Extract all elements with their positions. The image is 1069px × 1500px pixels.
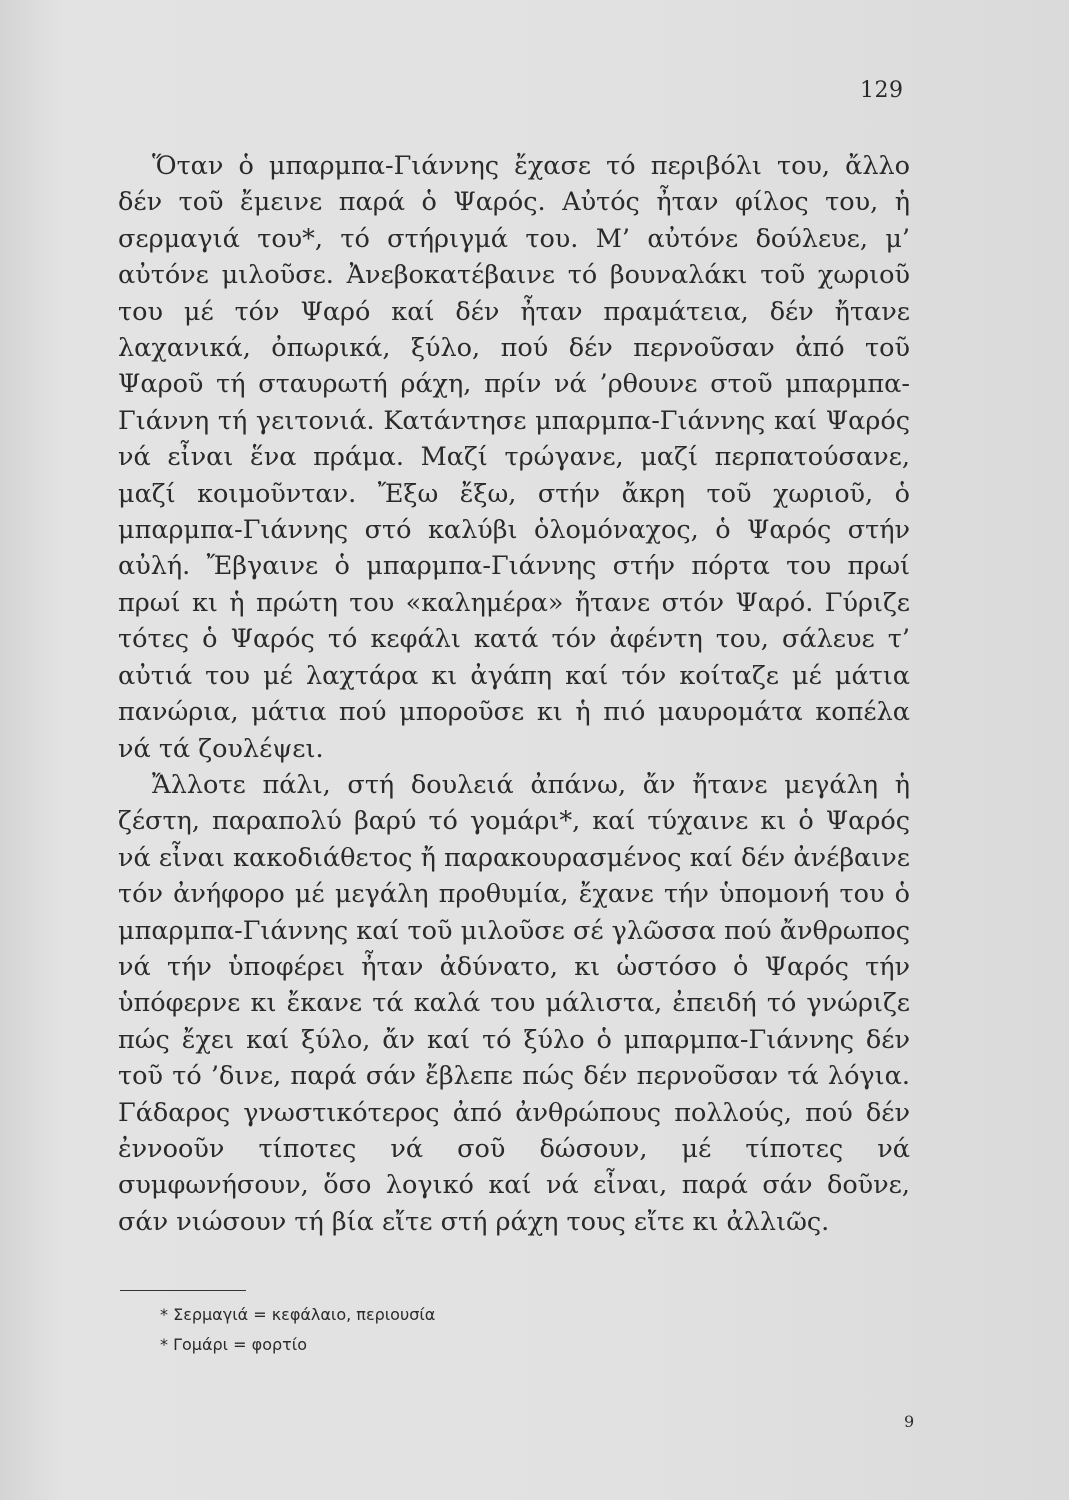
paragraph-2: Ἄλλοτε πάλι, στή δουλειά ἀπάνω, ἄν ἤτανε μεγάλη ἡ ζέστη, παραπολύ βαρύ τό γομάρι*, καί τύχαινε κι ὁ Ψαρός νά εἶναι κακοδιάθετος ἤ παρακουρασμένος καί δέν ἀνέβαινε τόν ἀνήφορο μέ μεγάλη προθυμία, ἔχανε τήν ὑπομονή του ὁ μπαρμπα-Γιάννης καί τοῦ μιλοῦσε σέ γλῶσσα πού ἄνθρωπος νά τήν ὑποφέρει ἦταν ἀδύνατο, κι ὡστόσο ὁ Ψαρός τήν ὑπόφερνε κι ἔκανε τά καλά του μάλιστα, ἐπειδή τό γνώριζε πώς ἔχει καί ξύλο, ἄν καί τό ξύλο ὁ μπαρμπα-Γιάννης δέν τοῦ τό ’δινε, παρά σάν ἔβλεπε πώς δέν περνοῦσαν τά λόγια. Γάδαρος γνωστικότερος ἀπό ἀνθρώπους πολλούς, πού δέν ἐννοοῦν τίποτες νά σοῦ δώσουν, μέ τίποτες νά συμφωνήσουν, ὅσο λογικό καί νά εἶναι, παρά σάν δοῦνε, σάν νιώσουν τή βία εἴτε στή ράχη τους εἴτε κι ἀλλιῶς. [118, 769, 910, 1237]
paragraph-1: Ὅταν ὁ μπαρμπα-Γιάννης ἔχασε τό περιβόλι του, ἄλλο δέν τοῦ ἔμεινε παρά ὁ Ψαρός. Αὐτός ἦταν φίλος του, ἡ σερμαγιά του*, τό στήριγμά του. Μ’ αὐτόνε δούλευε, μ’ αὐτόνε μιλοῦσε. Ἀνεβοκατέβαινε τό βουναλάκι τοῦ χωριοῦ του μέ τόν Ψαρό καί δέν ἦταν πραμάτεια, δέν ἤτανε λαχανικά, ὀπωρικά, ξύλο, πού δέν περνοῦσαν ἀπό τοῦ Ψαροῦ τή σταυρωτή ράχη, πρίν νά ’ρθουνε στοῦ μπαρμπα-Γιάννη τή γειτονιά. Κατάντησε μπαρμπα-Γιάννης καί Ψαρός νά εἶναι ἕνα πράμα. Μαζί τρώγανε, μαζί περπατούσανε, μαζί κοιμοῦνταν. Ἔξω ἔξω, στήν ἄκρη τοῦ χωριοῦ, ὁ μπαρμπα-Γιάννης στό καλύβι ὁλομόναχος, ὁ Ψαρός στήν αὐλή. Ἔβγαινε ὁ μπαρμπα-Γιάννης στήν πόρτα του πρωί πρωί κι ἡ πρώτη του «καλημέρα» ἤτανε στόν Ψαρό. Γύριζε τότες ὁ Ψαρός τό κεφάλι κατά τόν ἀφέντη του, σάλευε τ’ αὐτιά του μέ λαχτάρα κι ἀγάπη καί τόν κοίταζε μέ μάτια πανώρια, μάτια πού μποροῦσε κι ἡ πιό μαυρομάτα κοπέλα νά τά ζουλέψει. [118, 151, 910, 764]
footnote-2: * Γομάρι = φορτίο [160, 1335, 307, 1354]
footnotes [160, 1300, 435, 1360]
page-number: 129 [860, 78, 904, 103]
footnote-1: * Σερμαγιά = κεφάλαιο, περιουσία [160, 1305, 436, 1324]
folio-number: 9 [904, 1412, 915, 1431]
footnote-divider [120, 1290, 246, 1291]
body-text [118, 148, 910, 1240]
